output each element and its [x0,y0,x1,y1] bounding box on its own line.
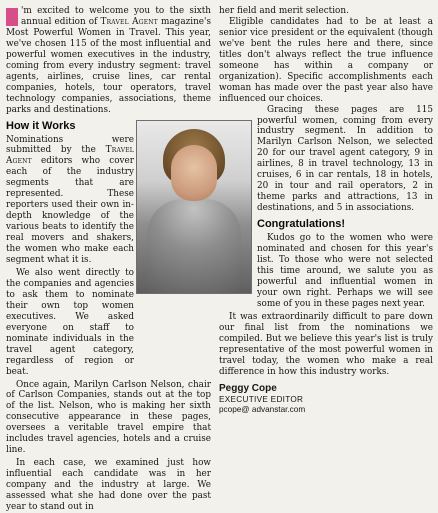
congrats-paragraph-2: It was extraordinarily difficult to pare down our final list from the nominations we compiled. But we believe this year's list is truly representative of the most powerful women in travel today, the women who make a real difference in how this industry works. [219,311,433,377]
heading-congratulations: Congratulations! [257,218,345,231]
publication-name: Travel Agent [100,16,158,27]
right-paragraph-1: Eligible candidates had to be at least a senior vice president or the equivalent (though we've bent the rules here and there, since titles don't always reflect the true influence someone has within a company or organization). Specific accomplishments each woman has made over the past year also have influenced our choices. [219,16,433,104]
how-it-works-paragraph-3: Once again, Marilyn Carlson Nelson, chair of Carlson Companies, stands out at the top of the list. Nelson, who is making her sixth consecutive appearance in these pages, oversees a veritable travel empire that includes travel agencies, hotels and a cruise line. [6,379,211,456]
how-it-works-paragraph-4: In each case, we examined just how influential each candidate was in her company and the industry at large. We assessed what she had done over the past year to stand out in [6,458,211,512]
signature-email: pcope@ advanstar.com [219,404,306,414]
congrats-paragraph-1: Kudos go to the women who were nominated and chosen for this year's list. To those who were not selected this time around, we salute you as powerful and influential women in your own right. Perhaps we will see some of you in these pages next year. [257,233,433,309]
signature-title: EXECUTIVE EDITOR [219,394,304,404]
right-paragraph-0: her field and merit selection. [219,6,349,16]
publication-name: Travel Agent [6,145,134,167]
drop-cap-i [6,8,18,26]
intro-paragraph: 'm excited to welcome you to the sixth annual edition of Travel Agent magazine's Most Powerful Women in Travel. This year, we've chosen 115 of the most influential and powerful women executives in the industry, coming from every industry segment: travel agents, airlines, cruise lines, car rental companies, hotels, tour operators, travel technology companies, associations, theme parks and destinations. [6,6,211,115]
signature-block [219,383,433,415]
portrait-face [171,145,217,201]
how-it-works-paragraph-1: Nominations were submitted by the Travel Agent editors who cover each of the industry segments that are represented. These reporters used their own in-depth knowledge of the various beats to identify the real movers and shakers, the women who make each segment what it is. [6,134,134,266]
right-column [219,6,433,415]
right-paragraph-2: Gracing these pages are 115 powerful women, coming from every industry segment. In addition to Marilyn Carlson Nelson, we selected 20 for our travel agent category, 9 in airlines, 8 in travel technology, 13 in cruises, 6 in car rentals, 18 in hotels, 20 in tour and rail operators, 2 in theme parks and attractions, 13 in destinations, and 5 in associations. [257,104,433,214]
signature-name: Peggy Cope [219,382,277,394]
heading-how-it-works: How it Works [6,119,76,132]
how-it-works-paragraph-2: We also went directly to the companies and agencies to ask them to nominate their own top women executives. We asked everyone on staff to nominate individuals in the travel agent category, regardless of region or beat. [6,267,134,377]
